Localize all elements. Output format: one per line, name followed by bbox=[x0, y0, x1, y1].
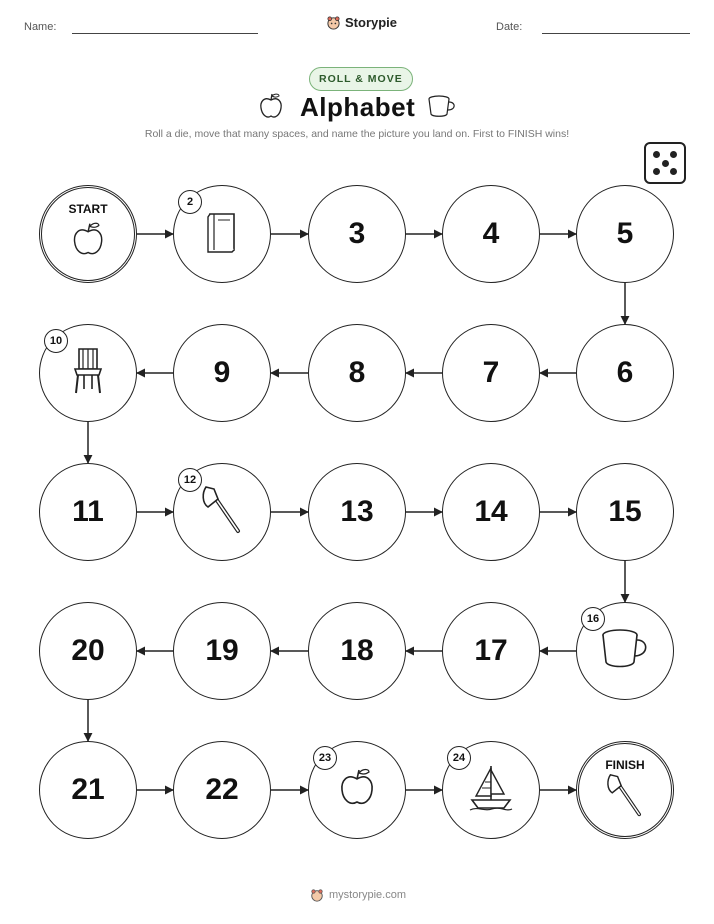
apple-icon bbox=[338, 767, 376, 814]
board-space-9 bbox=[173, 324, 271, 422]
space-number: 8 bbox=[348, 356, 366, 389]
space-number-badge: 16 bbox=[581, 607, 605, 631]
space-number: 11 bbox=[72, 495, 104, 528]
space-number: 14 bbox=[474, 495, 508, 528]
apple-icon bbox=[71, 221, 105, 264]
space-number: 4 bbox=[482, 217, 500, 250]
board-space-20 bbox=[39, 602, 137, 700]
space-number: 18 bbox=[340, 634, 374, 667]
board-space-13 bbox=[308, 463, 406, 561]
activity-badge: ROLL & MOVE bbox=[309, 67, 413, 91]
space-number: 5 bbox=[616, 217, 634, 250]
instructions: Roll a die, move that many spaces, and name the picture you land on. First to FINISH wins! bbox=[144, 128, 570, 140]
space-number: 17 bbox=[474, 634, 508, 667]
space-number-badge: 2 bbox=[178, 190, 202, 214]
date-label: Date: bbox=[496, 21, 523, 33]
board-space-14 bbox=[442, 463, 540, 561]
board-space-21 bbox=[39, 741, 137, 839]
board-space-2 bbox=[173, 185, 271, 283]
board-space-22 bbox=[173, 741, 271, 839]
brand-name: Storypie bbox=[345, 15, 398, 30]
board-space-4 bbox=[442, 185, 540, 283]
space-number-badge: 24 bbox=[447, 746, 471, 770]
board-space-6 bbox=[576, 324, 674, 422]
board-space-12 bbox=[173, 463, 271, 561]
board-space-19 bbox=[173, 602, 271, 700]
chair-icon bbox=[70, 347, 106, 400]
name-label: Name: bbox=[24, 21, 57, 33]
storypie-mascot-icon bbox=[310, 888, 324, 902]
space-number-badge: 10 bbox=[44, 329, 68, 353]
space-number: 22 bbox=[205, 773, 239, 806]
board-space-7 bbox=[442, 324, 540, 422]
space-number-badge: 23 bbox=[313, 746, 337, 770]
space-number: 6 bbox=[616, 356, 634, 389]
start-space bbox=[39, 185, 137, 283]
board-space-18 bbox=[308, 602, 406, 700]
space-number: 3 bbox=[348, 217, 366, 250]
space-number-badge: 12 bbox=[178, 468, 202, 492]
board-space-15 bbox=[576, 463, 674, 561]
board-space-5 bbox=[576, 185, 674, 283]
page-title: Alphabet bbox=[300, 92, 416, 122]
board-space-17 bbox=[442, 602, 540, 700]
axe-icon bbox=[605, 773, 645, 823]
footer bbox=[310, 888, 406, 902]
space-number: 7 bbox=[482, 356, 500, 389]
boat-icon bbox=[468, 764, 514, 817]
finish-label: FINISH bbox=[605, 758, 645, 772]
cup-icon bbox=[599, 628, 651, 675]
start-label: START bbox=[68, 202, 108, 216]
space-number: 15 bbox=[608, 495, 642, 528]
board-space-16 bbox=[576, 602, 674, 700]
space-number: 9 bbox=[213, 356, 231, 389]
board-space-23 bbox=[308, 741, 406, 839]
axe-icon bbox=[200, 485, 244, 540]
board-space-8 bbox=[308, 324, 406, 422]
book-icon bbox=[204, 210, 240, 259]
board-space-24 bbox=[442, 741, 540, 839]
finish-space bbox=[576, 741, 674, 839]
footer-url: mystorypie.com bbox=[329, 889, 407, 901]
board-space-10 bbox=[39, 324, 137, 422]
space-number: 21 bbox=[71, 773, 105, 806]
space-number: 13 bbox=[340, 495, 374, 528]
board-space-11 bbox=[39, 463, 137, 561]
space-number: 19 bbox=[205, 634, 239, 667]
board-space-3 bbox=[308, 185, 406, 283]
space-number: 20 bbox=[71, 634, 105, 667]
